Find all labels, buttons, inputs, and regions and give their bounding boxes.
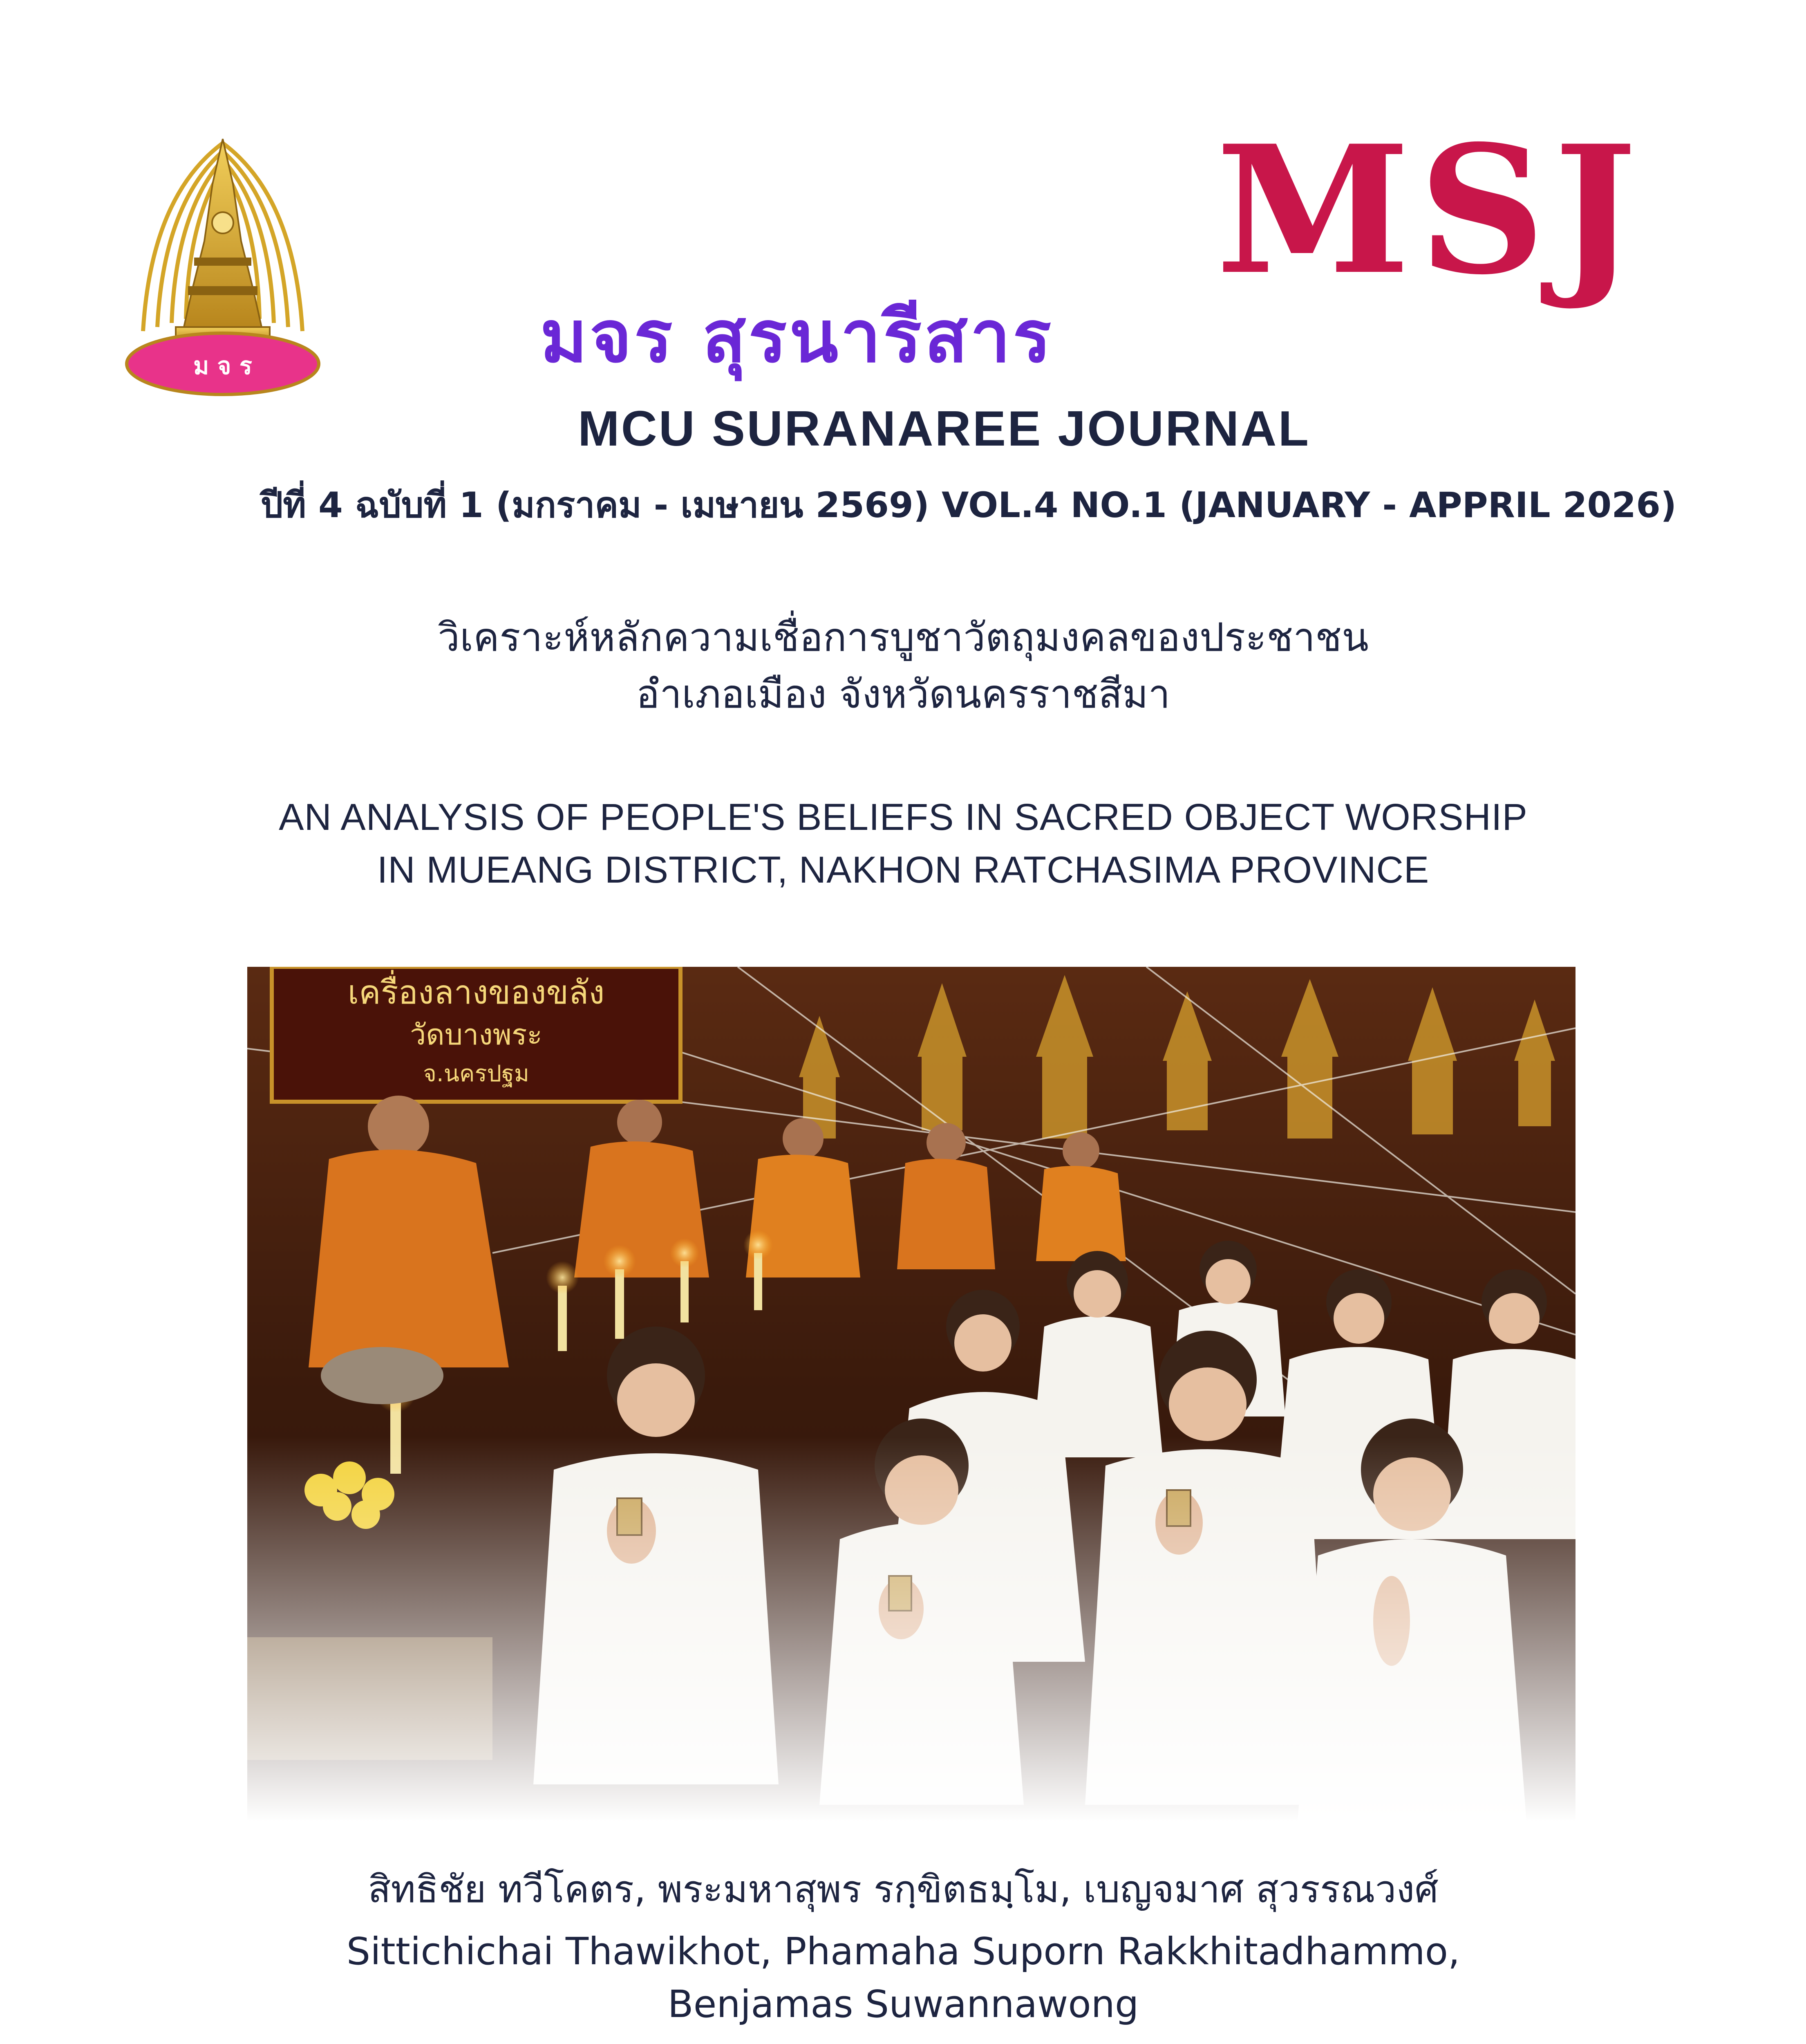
article-title-thai-line1: วิเคราะห์หลักความเชื่อการบูชาวัตถุมงคลของประชาชน — [438, 614, 1369, 660]
authors-thai: สิทธิชัย ทวีโคตร, พระมหาสุพร รกฺขิตธมฺโม, เบญจมาศ สุวรรณวงศ์ — [368, 1867, 1439, 1911]
emblem-lettering: ม จ ร — [193, 352, 252, 380]
article-title-english-line1: AN ANALYSIS OF PEOPLE'S BELIEFS IN SACRED OBJECT WORSHIP — [279, 796, 1528, 838]
authors-english — [123, 1925, 1684, 2031]
brand-logo-msj: MSJ — [1216, 107, 1645, 314]
article-title-english-line2: IN MUEANG DISTRICT, NAKHON RATCHASIMA PROVINCE — [377, 849, 1430, 891]
volume-issue-line: ปีที่ 4 ฉบับที่ 1 (มกราคม - เมษายน 2569) VOL.4 NO.1 (JANUARY - APPRIL 2026) — [260, 485, 1677, 526]
journal-title-english: MCU SURANAREE JOURNAL — [577, 401, 1311, 456]
authors-english-line2: Benjamas Suwannawong — [667, 1982, 1139, 2026]
article-title-english — [123, 791, 1684, 896]
authors-english-line1: Sittichichai Thawikhot, Phamaha Suporn Rakkhitadhammo, — [346, 1930, 1460, 1973]
cover-photo-ceremony — [247, 967, 1575, 1821]
article-title-thai-line2: อำเภอเมือง จังหวัดนครราชสีมา — [636, 671, 1170, 717]
university-emblem-logo — [119, 135, 327, 401]
journal-title-thai: มจร สุรนารีสาร — [540, 296, 1054, 379]
article-title-thai — [123, 609, 1684, 723]
